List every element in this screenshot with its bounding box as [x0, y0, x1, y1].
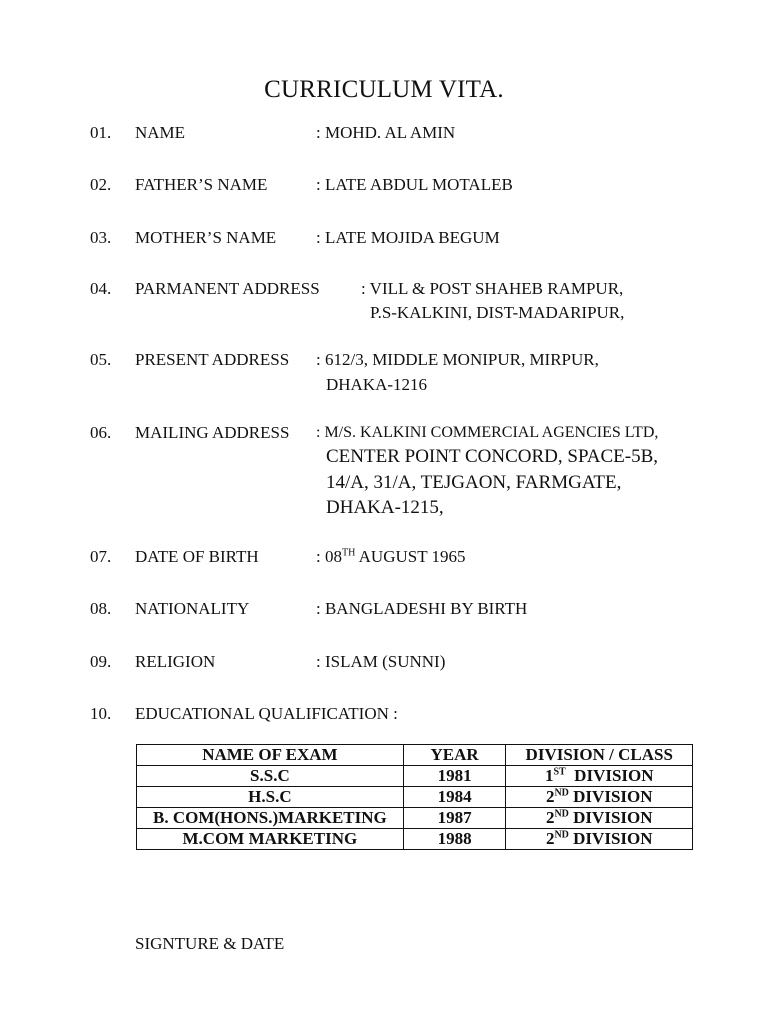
division-cell: 2ND DIVISION — [506, 808, 693, 829]
field-number: 04. — [90, 279, 112, 298]
field-value-line-2: P.S-KALKINI, DIST-MADARIPUR, — [370, 303, 625, 322]
field-number: 06. — [90, 423, 112, 442]
field-value: : M/S. KALKINI COMMERCIAL AGENCIES LTD, — [316, 424, 659, 441]
year-cell: 1988 — [403, 829, 506, 850]
division-cell: 2ND DIVISION — [506, 829, 693, 850]
signature-label: SIGNTURE & DATE — [135, 934, 285, 953]
field-value-line-2: DHAKA-1216 — [326, 375, 428, 394]
field-value-line-2: CENTER POINT CONCORD, SPACE-5B, — [326, 446, 659, 467]
education-table — [136, 744, 693, 850]
field-label: FATHER’S NAME — [135, 175, 268, 194]
exam-cell: M.COM MARKETING — [137, 829, 404, 850]
field-label: MOTHER’S NAME — [135, 228, 277, 247]
exam-cell: B. COM(HONS.)MARKETING — [137, 808, 404, 829]
field-number: 01. — [90, 123, 112, 142]
exam-cell: H.S.C — [137, 787, 404, 808]
field-label: NATIONALITY — [135, 599, 250, 618]
field-value: : MOHD. AL AMIN — [316, 123, 456, 142]
year-cell: 1984 — [403, 787, 506, 808]
field-label: MAILING ADDRESS — [135, 423, 290, 442]
field-value: : ISLAM (SUNNI) — [316, 652, 446, 671]
division-cell: 1ST DIVISION — [506, 766, 693, 787]
field-value: : LATE MOJIDA BEGUM — [316, 228, 500, 247]
field-value: : LATE ABDUL MOTALEB — [316, 175, 513, 194]
column-header: YEAR — [403, 745, 506, 766]
field-label: PRESENT ADDRESS — [135, 350, 290, 369]
field-number: 08. — [90, 599, 112, 618]
year-cell: 1987 — [403, 808, 506, 829]
field-value: : 08TH AUGUST 1965 — [316, 547, 466, 566]
document-title: CURRICULUM VITA. — [264, 76, 504, 103]
year-cell: 1981 — [403, 766, 506, 787]
field-value: : 612/3, MIDDLE MONIPUR, MIRPUR, — [316, 350, 599, 369]
table-row — [137, 766, 693, 787]
division-cell: 2ND DIVISION — [506, 787, 693, 808]
field-number: 05. — [90, 350, 112, 369]
table-header-row — [137, 745, 693, 766]
column-header: NAME OF EXAM — [137, 745, 404, 766]
field-label: NAME — [135, 123, 186, 142]
field-value-line-3: 14/A, 31/A, TEJGAON, FARMGATE, — [326, 472, 622, 493]
field-label: RELIGION — [135, 652, 216, 671]
field-number: 09. — [90, 652, 112, 671]
field-value: : BANGLADESHI BY BIRTH — [316, 599, 528, 618]
field-number: 10. — [90, 704, 112, 723]
field-number: 03. — [90, 228, 112, 247]
field-label: EDUCATIONAL QUALIFICATION : — [135, 704, 398, 723]
field-value-line-4: DHAKA-1215, — [326, 497, 444, 518]
field-number: 07. — [90, 547, 112, 566]
field-number: 02. — [90, 175, 112, 194]
field-label: DATE OF BIRTH — [135, 547, 259, 566]
field-value: : VILL & POST SHAHEB RAMPUR, — [361, 279, 624, 298]
table-row — [137, 829, 693, 850]
column-header: DIVISION / CLASS — [506, 745, 693, 766]
field-label: PARMANENT ADDRESS — [135, 279, 320, 298]
exam-cell: S.S.C — [137, 766, 404, 787]
table-row — [137, 808, 693, 829]
table-row — [137, 787, 693, 808]
